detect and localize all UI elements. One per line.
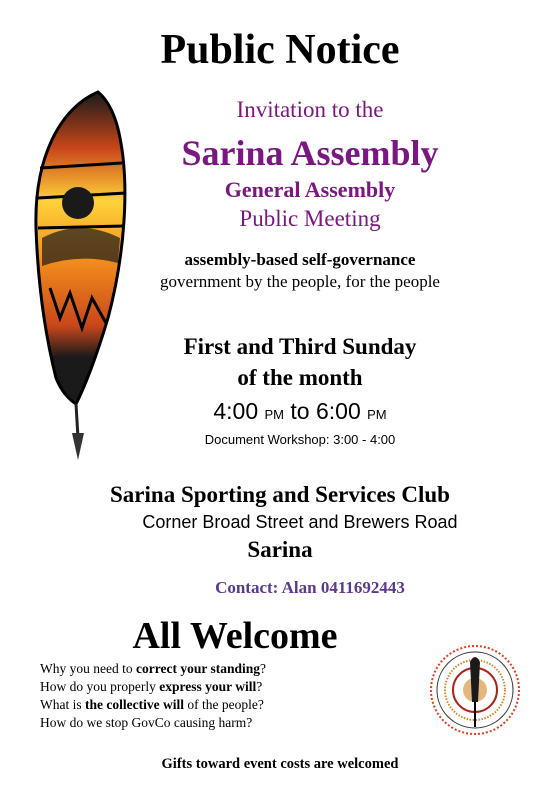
meeting-time: [150, 398, 450, 425]
workshop-time: Document Workshop: 3:00 - 4:00: [204, 432, 396, 447]
schedule-days: First and Third Sunday: [183, 334, 417, 359]
question-item: Why you need to correct your standing?: [40, 661, 266, 676]
gifts-note: Gifts toward event costs are welcomed: [161, 756, 399, 772]
question-item: How do we stop GovCo causing harm?: [40, 715, 253, 730]
invitation-line: Invitation to the: [236, 97, 384, 122]
governance-subtagline: government by the people, for the people: [160, 272, 440, 291]
venue-town: Sarina: [247, 537, 313, 562]
end-ampm: PM: [367, 407, 387, 422]
contact-info: Contact: Alan 0411692443: [215, 578, 405, 597]
start-ampm: PM: [264, 407, 285, 422]
general-assembly-heading: General Assembly: [224, 177, 396, 202]
assembly-seal-logo: [420, 632, 530, 742]
schedule-period: of the month: [237, 365, 363, 390]
venue-name: Sarina Sporting and Services Club: [110, 482, 450, 507]
assembly-name: Sarina Assembly: [181, 133, 439, 173]
page-title: Public Notice: [160, 27, 400, 73]
question-item: How do you properly express your will?: [40, 679, 263, 694]
start-time: 4:00: [213, 398, 259, 424]
end-time: 6:00: [315, 398, 361, 424]
question-item: What is the collective will of the people?: [40, 697, 264, 712]
feather-illustration: [20, 88, 140, 468]
venue-address: Corner Broad Street and Brewers Road: [142, 512, 458, 532]
public-meeting-heading: Public Meeting: [239, 206, 381, 231]
questions-list: [40, 660, 266, 732]
welcome-heading: All Welcome: [132, 615, 338, 657]
time-to: to: [290, 398, 310, 424]
governance-tagline: assembly-based self-governance: [184, 250, 416, 269]
